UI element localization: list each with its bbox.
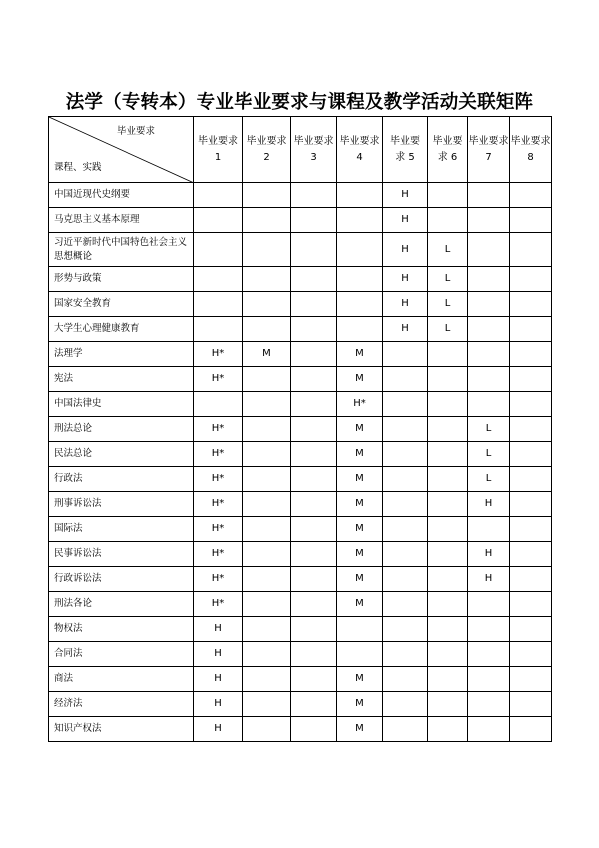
matrix-cell: H <box>383 267 428 292</box>
matrix-cell <box>243 592 291 617</box>
matrix-cell <box>510 517 552 542</box>
course-name: 国家安全教育 <box>49 292 194 317</box>
matrix-cell: H <box>194 642 243 667</box>
header-row <box>49 117 552 183</box>
course-name: 合同法 <box>49 642 194 667</box>
matrix-cell: H <box>468 542 510 567</box>
matrix-cell <box>243 517 291 542</box>
table-row <box>49 342 552 367</box>
column-header-5 <box>383 117 428 183</box>
matrix-cell: L <box>428 233 468 267</box>
matrix-cell <box>194 392 243 417</box>
table-row <box>49 442 552 467</box>
matrix-cell <box>194 292 243 317</box>
matrix-cell <box>337 617 383 642</box>
matrix-cell <box>510 617 552 642</box>
matrix-cell <box>243 292 291 317</box>
matrix-cell <box>510 317 552 342</box>
matrix-cell <box>510 367 552 392</box>
matrix-cell <box>243 267 291 292</box>
table-row <box>49 617 552 642</box>
matrix-cell <box>383 417 428 442</box>
matrix-cell <box>291 667 337 692</box>
matrix-cell <box>428 392 468 417</box>
column-header-line2: 7 <box>485 151 492 163</box>
table-row <box>49 208 552 233</box>
matrix-cell <box>291 183 337 208</box>
matrix-cell <box>428 567 468 592</box>
matrix-cell <box>468 642 510 667</box>
matrix-cell <box>194 267 243 292</box>
matrix-cell: M <box>337 417 383 442</box>
matrix-cell: H <box>383 292 428 317</box>
matrix-cell <box>337 233 383 267</box>
matrix-cell <box>510 417 552 442</box>
table-row <box>49 317 552 342</box>
matrix-cell <box>428 467 468 492</box>
matrix-cell <box>291 467 337 492</box>
matrix-cell <box>291 292 337 317</box>
matrix-cell: M <box>337 542 383 567</box>
matrix-cell <box>337 317 383 342</box>
matrix-cell <box>291 642 337 667</box>
matrix-cell: M <box>337 492 383 517</box>
matrix-cell <box>291 392 337 417</box>
matrix-cell <box>510 267 552 292</box>
matrix-cell <box>383 492 428 517</box>
matrix-cell <box>510 442 552 467</box>
matrix-cell <box>194 208 243 233</box>
matrix-cell <box>291 692 337 717</box>
course-name: 国际法 <box>49 517 194 542</box>
matrix-cell: H <box>194 692 243 717</box>
matrix-cell: H* <box>194 542 243 567</box>
matrix-cell <box>243 717 291 742</box>
course-name: 知识产权法 <box>49 717 194 742</box>
matrix-cell <box>243 542 291 567</box>
matrix-cell <box>243 183 291 208</box>
table-row <box>49 717 552 742</box>
column-header-6 <box>428 117 468 183</box>
column-header-4 <box>337 117 383 183</box>
matrix-cell: H <box>383 233 428 267</box>
table-row <box>49 233 552 267</box>
matrix-cell <box>243 367 291 392</box>
matrix-cell <box>243 392 291 417</box>
column-header-7 <box>468 117 510 183</box>
matrix-cell <box>468 717 510 742</box>
table-row <box>49 567 552 592</box>
matrix-cell <box>194 233 243 267</box>
matrix-cell <box>510 667 552 692</box>
matrix-cell <box>428 542 468 567</box>
matrix-cell <box>428 717 468 742</box>
matrix-cell: H* <box>194 417 243 442</box>
table-row <box>49 692 552 717</box>
matrix-cell <box>428 642 468 667</box>
matrix-cell <box>428 367 468 392</box>
page-title: 法学（专转本）专业毕业要求与课程及教学活动关联矩阵 <box>65 92 534 113</box>
matrix-cell: M <box>337 442 383 467</box>
matrix-cell: H <box>194 717 243 742</box>
matrix-cell: H* <box>194 342 243 367</box>
matrix-cell: L <box>428 292 468 317</box>
matrix-cell <box>243 442 291 467</box>
column-header-line1: 毕业要求 <box>468 135 509 147</box>
matrix-cell <box>383 617 428 642</box>
matrix-cell <box>428 492 468 517</box>
matrix-cell <box>291 617 337 642</box>
matrix-cell: H* <box>194 592 243 617</box>
course-name: 刑法总论 <box>49 417 194 442</box>
matrix-cell <box>291 442 337 467</box>
corner-top-label: 毕业要求 <box>116 126 155 137</box>
matrix-cell <box>243 617 291 642</box>
matrix-cell: H* <box>194 492 243 517</box>
table-row <box>49 267 552 292</box>
matrix-cell <box>468 183 510 208</box>
matrix-cell <box>510 208 552 233</box>
matrix-cell: M <box>337 517 383 542</box>
matrix-cell <box>243 467 291 492</box>
matrix-cell: H* <box>194 567 243 592</box>
matrix-cell <box>428 183 468 208</box>
matrix-cell <box>243 567 291 592</box>
matrix-cell <box>468 342 510 367</box>
table-row <box>49 642 552 667</box>
table-row <box>49 467 552 492</box>
matrix-cell <box>291 567 337 592</box>
matrix-cell <box>337 267 383 292</box>
matrix-cell: L <box>468 417 510 442</box>
course-name: 中国法律史 <box>49 392 194 417</box>
table-row <box>49 517 552 542</box>
course-name: 民法总论 <box>49 442 194 467</box>
matrix-cell: H <box>194 617 243 642</box>
table-row <box>49 667 552 692</box>
matrix-cell <box>510 567 552 592</box>
matrix-cell: H <box>383 317 428 342</box>
column-header-line1: 毕业要求 <box>510 135 551 147</box>
table-row <box>49 292 552 317</box>
matrix-cell <box>291 592 337 617</box>
matrix-cell <box>243 692 291 717</box>
matrix-cell: H* <box>194 517 243 542</box>
column-header-line2: 2 <box>263 151 270 163</box>
matrix-cell <box>468 692 510 717</box>
matrix-cell <box>383 467 428 492</box>
course-name: 行政诉讼法 <box>49 567 194 592</box>
matrix-cell <box>194 317 243 342</box>
matrix-cell: H <box>383 208 428 233</box>
matrix-cell <box>510 292 552 317</box>
matrix-cell <box>243 667 291 692</box>
matrix-cell: M <box>337 667 383 692</box>
matrix-cell <box>243 208 291 233</box>
course-name: 经济法 <box>49 692 194 717</box>
matrix-cell <box>428 417 468 442</box>
matrix-cell: M <box>337 592 383 617</box>
table-row <box>49 592 552 617</box>
matrix-cell <box>428 517 468 542</box>
matrix-cell <box>468 208 510 233</box>
matrix-cell: M <box>337 692 383 717</box>
table-row <box>49 392 552 417</box>
course-name: 刑法各论 <box>49 592 194 617</box>
matrix-cell: H <box>383 183 428 208</box>
course-name: 商法 <box>49 667 194 692</box>
table-row <box>49 183 552 208</box>
matrix-cell: L <box>468 467 510 492</box>
matrix-cell <box>510 692 552 717</box>
matrix-cell <box>468 233 510 267</box>
course-name: 大学生心理健康教育 <box>49 317 194 342</box>
table-row <box>49 417 552 442</box>
matrix-cell <box>468 267 510 292</box>
matrix-cell: M <box>243 342 291 367</box>
matrix-cell <box>468 367 510 392</box>
matrix-table <box>48 116 552 742</box>
matrix-cell <box>468 667 510 692</box>
matrix-cell <box>428 442 468 467</box>
matrix-cell: H* <box>194 367 243 392</box>
matrix-cell <box>468 592 510 617</box>
matrix-cell: M <box>337 367 383 392</box>
matrix-cell <box>468 392 510 417</box>
matrix-cell <box>428 592 468 617</box>
matrix-cell <box>468 617 510 642</box>
matrix-cell <box>337 208 383 233</box>
corner-bottom-label: 课程、实践 <box>54 162 102 173</box>
matrix-cell <box>383 392 428 417</box>
matrix-cell: H <box>468 492 510 517</box>
matrix-cell <box>243 317 291 342</box>
matrix-cell <box>243 492 291 517</box>
column-header-line1: 毕业要 <box>390 135 420 147</box>
matrix-cell <box>428 617 468 642</box>
matrix-cell <box>291 517 337 542</box>
column-header-line1: 毕业要求 <box>339 135 380 147</box>
matrix-cell <box>291 717 337 742</box>
matrix-cell <box>243 233 291 267</box>
matrix-cell <box>291 542 337 567</box>
column-header-line2: 求 6 <box>437 151 458 163</box>
matrix-cell <box>291 317 337 342</box>
course-name: 中国近现代史纲要 <box>49 183 194 208</box>
matrix-cell <box>383 692 428 717</box>
matrix-cell <box>291 417 337 442</box>
matrix-cell <box>428 208 468 233</box>
matrix-cell <box>510 642 552 667</box>
matrix-cell: H <box>468 567 510 592</box>
matrix-cell <box>510 492 552 517</box>
course-name: 形势与政策 <box>49 267 194 292</box>
course-name: 习近平新时代中国特色社会主义思想概论 <box>49 233 194 267</box>
matrix-cell <box>194 183 243 208</box>
matrix-cell <box>291 367 337 392</box>
table-row <box>49 492 552 517</box>
column-header-2 <box>243 117 291 183</box>
matrix-cell: M <box>337 467 383 492</box>
matrix-cell <box>428 667 468 692</box>
column-header-8 <box>510 117 552 183</box>
matrix-cell <box>428 692 468 717</box>
matrix-cell <box>291 492 337 517</box>
matrix-cell: H* <box>194 442 243 467</box>
column-header-line1: 毕业要求 <box>293 135 334 147</box>
matrix-cell <box>510 542 552 567</box>
matrix-cell <box>468 292 510 317</box>
matrix-cell <box>337 292 383 317</box>
course-name: 法理学 <box>49 342 194 367</box>
table-row <box>49 542 552 567</box>
matrix-cell <box>291 267 337 292</box>
matrix-cell <box>383 642 428 667</box>
course-name: 宪法 <box>49 367 194 392</box>
course-name: 马克思主义基本原理 <box>49 208 194 233</box>
matrix-cell <box>468 317 510 342</box>
matrix-cell <box>291 233 337 267</box>
course-name: 行政法 <box>49 467 194 492</box>
matrix-cell <box>383 542 428 567</box>
column-header-line2: 1 <box>214 151 222 163</box>
matrix-cell <box>291 342 337 367</box>
matrix-cell <box>383 592 428 617</box>
matrix-cell <box>383 442 428 467</box>
corner-cell <box>49 117 194 183</box>
column-header-3 <box>291 117 337 183</box>
table-row <box>49 367 552 392</box>
matrix-cell <box>510 342 552 367</box>
matrix-cell <box>383 567 428 592</box>
column-header-line1: 毕业要求 <box>198 135 238 147</box>
matrix-cell <box>428 342 468 367</box>
matrix-cell <box>243 417 291 442</box>
matrix-cell <box>510 392 552 417</box>
column-header-line1: 毕业要求 <box>246 135 287 147</box>
matrix-cell <box>383 517 428 542</box>
matrix-cell <box>468 517 510 542</box>
matrix-cell <box>337 642 383 667</box>
column-header-1 <box>194 117 243 183</box>
matrix-cell <box>383 667 428 692</box>
matrix-cell <box>510 717 552 742</box>
matrix-cell <box>383 367 428 392</box>
matrix-cell: H <box>194 667 243 692</box>
matrix-cell: L <box>468 442 510 467</box>
matrix-cell <box>510 592 552 617</box>
matrix-cell <box>510 183 552 208</box>
matrix-cell: L <box>428 317 468 342</box>
matrix-cell <box>291 208 337 233</box>
matrix-cell: H* <box>194 467 243 492</box>
course-name: 刑事诉讼法 <box>49 492 194 517</box>
matrix-cell: H* <box>337 392 383 417</box>
column-header-line1: 毕业要 <box>432 135 463 147</box>
column-header-line2: 8 <box>527 151 534 163</box>
matrix-cell <box>383 342 428 367</box>
matrix-cell: M <box>337 342 383 367</box>
column-header-line2: 求 5 <box>395 151 415 163</box>
matrix-cell <box>243 642 291 667</box>
matrix-cell <box>337 183 383 208</box>
matrix-cell <box>510 233 552 267</box>
course-name: 物权法 <box>49 617 194 642</box>
column-header-line2: 4 <box>356 151 363 163</box>
matrix-cell <box>510 467 552 492</box>
matrix-cell: L <box>428 267 468 292</box>
column-header-line2: 3 <box>310 151 317 163</box>
course-name: 民事诉讼法 <box>49 542 194 567</box>
matrix-cell: M <box>337 567 383 592</box>
matrix-cell: M <box>337 717 383 742</box>
matrix-cell <box>383 717 428 742</box>
